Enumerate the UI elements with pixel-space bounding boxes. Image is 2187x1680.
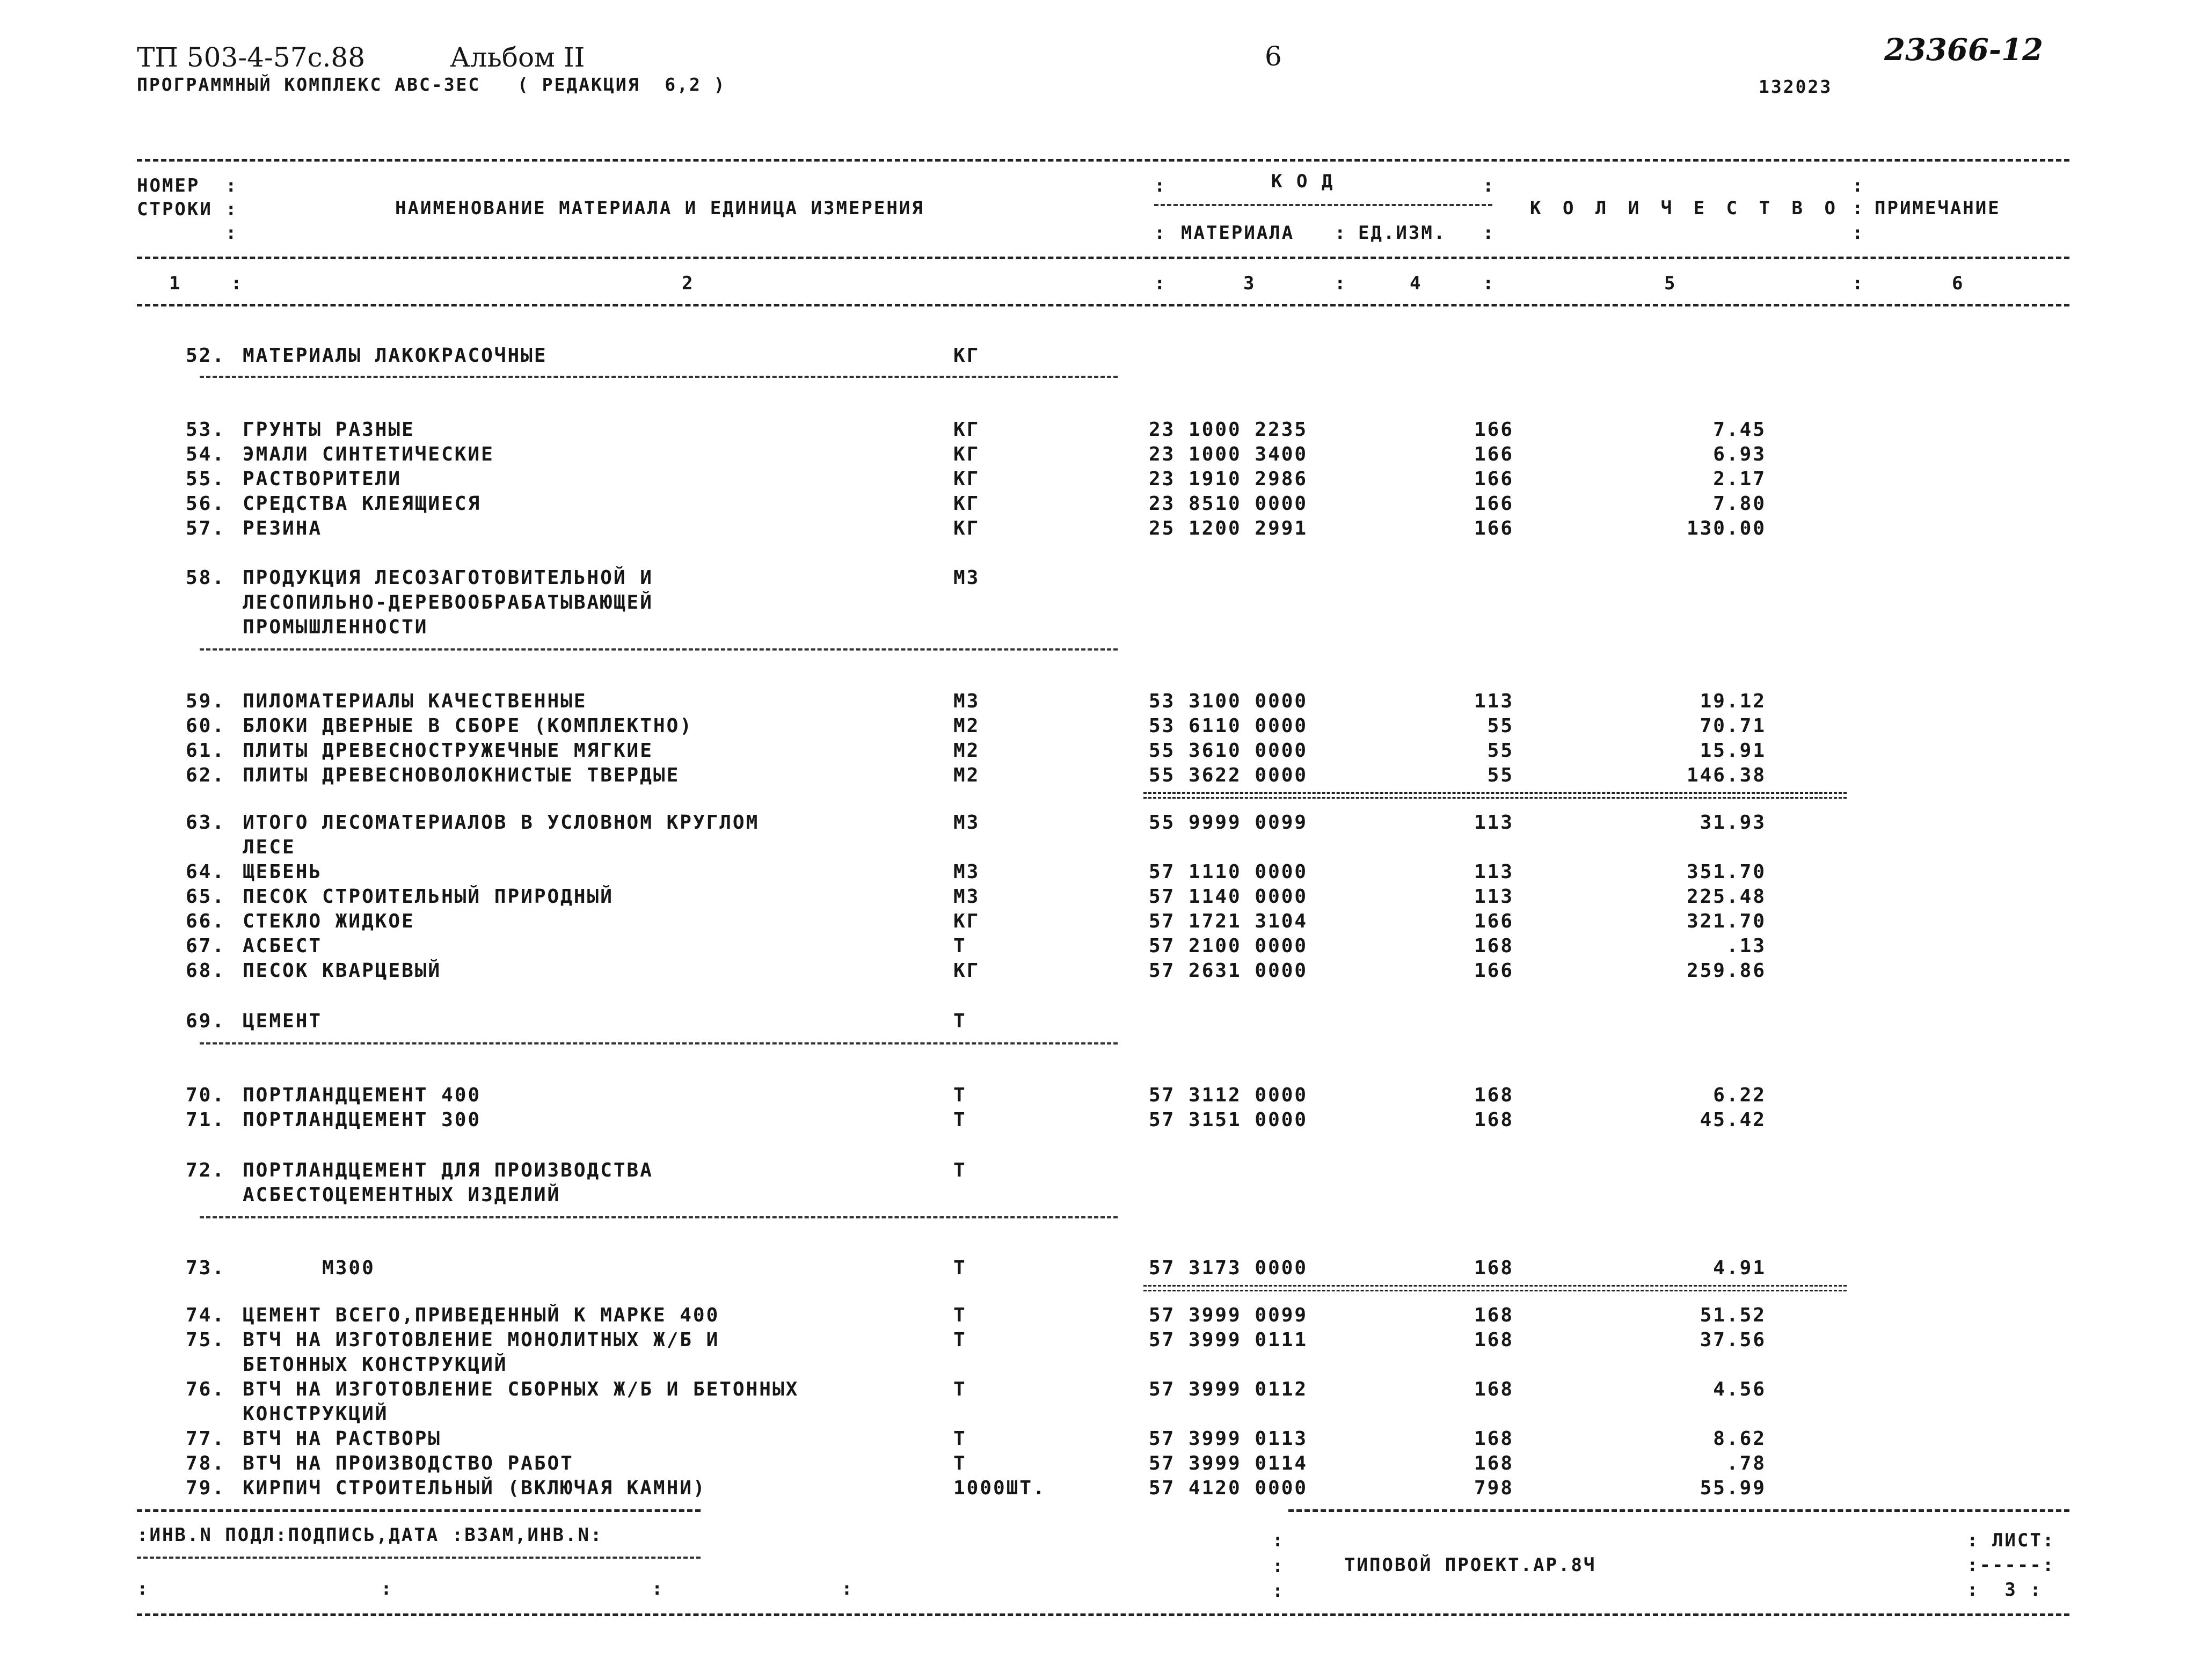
row-unit: Т	[953, 1010, 967, 1032]
row-name: ПЕСОК КВАРЦЕВЫЙ	[243, 960, 442, 982]
row-quantity: 51.52	[1700, 1304, 1766, 1326]
stamp-sep: :	[1272, 1580, 1285, 1602]
row-unit: М3	[953, 861, 980, 883]
row-name: ИТОГО ЛЕСОМАТЕРИАЛОВ В УСЛОВНОМ КРУГЛОМ	[243, 812, 760, 834]
col-sep: :	[1335, 273, 1347, 294]
row-name-line-2: ЛЕСЕ	[243, 836, 296, 858]
row-unit: КГ	[953, 960, 980, 982]
row-number: 64.	[185, 861, 225, 883]
table-row	[0, 1452, 2187, 1477]
row-material-code: 57 2631 0000	[1149, 960, 1308, 982]
col-index-6: 6	[1952, 273, 1965, 294]
row-number: 71.	[185, 1109, 225, 1131]
table-row	[0, 1010, 2187, 1035]
row-quantity: 55.99	[1700, 1477, 1766, 1499]
table-row	[0, 910, 2187, 935]
row-material-code: 55 3622 0000	[1149, 764, 1308, 786]
header-bottom-rule	[137, 304, 2069, 306]
row-number: 79.	[185, 1477, 225, 1499]
row-unit: М2	[953, 740, 980, 762]
col-sep: :	[231, 273, 244, 294]
row-unit: М3	[953, 812, 980, 834]
row-unit: Т	[953, 1159, 967, 1181]
row-material-code: 57 3999 0099	[1149, 1304, 1308, 1326]
row-material-code: 57 3999 0112	[1149, 1378, 1308, 1400]
row-unit: Т	[953, 1257, 967, 1279]
row-unit: М3	[953, 567, 980, 589]
row-unit-code: 113	[1474, 690, 1514, 712]
row-quantity: 6.93	[1713, 443, 1766, 465]
table-row-continuation	[0, 1354, 2187, 1378]
row-unit-code: 55	[1487, 764, 1514, 786]
col-number-label: НОМЕР	[137, 175, 200, 196]
row-unit-code: 113	[1474, 861, 1514, 883]
footer-top-rule-left	[137, 1509, 701, 1512]
row-number: 59.	[185, 690, 225, 712]
row-unit: М3	[953, 886, 980, 908]
archive-stamp: 23366-12	[1884, 32, 2043, 68]
col-sep: :	[1154, 175, 1167, 196]
sheet-separator: :-----:	[1967, 1554, 2055, 1576]
col-index-1: 1	[169, 273, 182, 294]
table-row	[0, 493, 2187, 517]
table-row	[0, 1084, 2187, 1109]
row-unit-code: 168	[1474, 1329, 1514, 1351]
row-quantity: 146.38	[1686, 764, 1766, 786]
row-unit: КГ	[953, 517, 980, 539]
group-rule	[200, 1042, 1118, 1044]
table-row	[0, 960, 2187, 984]
row-name: ЩЕБЕНЬ	[243, 861, 323, 883]
row-unit: КГ	[953, 443, 980, 465]
col-sep: :	[225, 199, 238, 220]
row-number: 58.	[185, 567, 225, 589]
col-index-4: 4	[1410, 273, 1423, 294]
col-code-material-label: МАТЕРИАЛА	[1181, 222, 1295, 244]
col-code-label: К О Д	[1271, 171, 1335, 192]
row-unit: Т	[953, 1428, 967, 1450]
row-unit-code: 168	[1474, 1109, 1514, 1131]
col-note-label: ПРИМЕЧАНИЕ	[1875, 198, 2001, 219]
row-quantity: 7.80	[1713, 493, 1766, 515]
row-number: 73.	[185, 1257, 225, 1279]
row-unit-code: 798	[1474, 1477, 1514, 1499]
row-number: 63.	[185, 812, 225, 834]
row-material-code: 57 3151 0000	[1149, 1109, 1308, 1131]
row-number: 54.	[185, 443, 225, 465]
code-sub-rule	[1154, 204, 1492, 206]
footer-bottom-rule	[137, 1613, 2069, 1616]
col-quantity-label: К О Л И Ч Е С Т В О	[1530, 198, 1841, 219]
album-label: Альбом II	[450, 42, 585, 73]
table-row-continuation	[0, 591, 2187, 616]
col-sep: :	[1483, 175, 1496, 196]
row-unit-code: 166	[1474, 493, 1514, 515]
row-number: 57.	[185, 517, 225, 539]
stamp-sep: :	[1272, 1555, 1285, 1577]
sheet-number: : 3 :	[1967, 1579, 2043, 1601]
row-name: ПЛИТЫ ДРЕВЕСНОСТРУЖЕЧНЫЕ МЯГКИЕ	[243, 740, 653, 762]
row-unit-code: 166	[1474, 517, 1514, 539]
col-sep: :	[1483, 273, 1496, 294]
table-row	[0, 1329, 2187, 1354]
row-unit-code: 168	[1474, 1304, 1514, 1326]
col-sep: :	[1154, 273, 1167, 294]
row-number: 62.	[185, 764, 225, 786]
row-number: 66.	[185, 910, 225, 932]
row-name-line-2: БЕТОННЫХ КОНСТРУКЦИЙ	[243, 1354, 508, 1376]
row-material-code: 23 8510 0000	[1149, 493, 1308, 515]
row-unit-code: 168	[1474, 1428, 1514, 1450]
row-unit: Т	[953, 1109, 967, 1131]
row-number: 76.	[185, 1378, 225, 1400]
col-number-label-2: СТРОКИ	[137, 199, 213, 220]
row-quantity: 8.62	[1713, 1428, 1766, 1450]
row-unit-code: 113	[1474, 886, 1514, 908]
project-title: ТИПОВОЙ ПРОЕКТ.АР.8Ч	[1344, 1554, 1596, 1576]
col-sep: :	[1483, 222, 1496, 244]
col-sep: :	[1335, 222, 1347, 244]
row-name: ПОРТЛАНДЦЕМЕНТ 300	[243, 1109, 482, 1131]
row-name-line-2: КОНСТРУКЦИЙ	[243, 1403, 389, 1425]
row-material-code: 57 3999 0114	[1149, 1452, 1308, 1474]
table-row	[0, 740, 2187, 764]
row-unit: КГ	[953, 493, 980, 515]
sheet-label: : ЛИСТ:	[1967, 1530, 2055, 1551]
row-name: СТЕКЛО ЖИДКОЕ	[243, 910, 415, 932]
row-unit-code: 168	[1474, 1378, 1514, 1400]
row-material-code: 23 1910 2986	[1149, 468, 1308, 490]
table-row	[0, 468, 2187, 493]
row-quantity: 225.48	[1686, 886, 1766, 908]
table-row	[0, 567, 2187, 591]
header-mid-rule	[137, 257, 2069, 259]
row-name: ВТЧ НА РАСТВОРЫ	[243, 1428, 442, 1450]
row-quantity: 351.70	[1686, 861, 1766, 883]
row-name: КИРПИЧ СТРОИТЕЛЬНЫЙ (ВКЛЮЧАЯ КАМНИ)	[243, 1477, 706, 1499]
stamp-mid-rule	[137, 1557, 701, 1559]
row-number: 67.	[185, 935, 225, 957]
row-unit: КГ	[953, 345, 980, 367]
table-row	[0, 715, 2187, 740]
col-name-label: НАИМЕНОВАНИЕ МАТЕРИАЛА И ЕДИНИЦА ИЗМЕРЕНИЯ	[395, 198, 924, 219]
table-row	[0, 764, 2187, 789]
row-name: ПОРТЛАНДЦЕМЕНТ 400	[243, 1084, 482, 1106]
document-code: ТП 503-4-57с.88	[137, 42, 366, 73]
table-row	[0, 690, 2187, 715]
group-rule	[200, 376, 1118, 378]
row-name: ПЕСОК СТРОИТЕЛЬНЫЙ ПРИРОДНЫЙ	[243, 886, 614, 908]
row-name: РЕЗИНА	[243, 517, 323, 539]
row-material-code: 23 1000 3400	[1149, 443, 1308, 465]
table-row	[0, 1378, 2187, 1403]
col-sep: :	[225, 222, 238, 244]
row-name: ВТЧ НА ИЗГОТОВЛЕНИЕ МОНОЛИТНЫХ Ж/Б И	[243, 1329, 720, 1351]
table-row	[0, 812, 2187, 836]
col-sep: :	[1852, 273, 1865, 294]
table-row	[0, 935, 2187, 960]
col-sep: :	[1852, 222, 1865, 244]
row-unit-code: 168	[1474, 935, 1514, 957]
row-quantity: 15.91	[1700, 740, 1766, 762]
row-name: ПРОДУКЦИЯ ЛЕСОЗАГОТОВИТЕЛЬНОЙ И	[243, 567, 653, 589]
row-name: ПОРТЛАНДЦЕМЕНТ ДЛЯ ПРОИЗВОДСТВА	[243, 1159, 653, 1181]
row-number: 68.	[185, 960, 225, 982]
row-quantity: 7.45	[1713, 419, 1766, 441]
row-quantity: 4.56	[1713, 1378, 1766, 1400]
row-number: 61.	[185, 740, 225, 762]
row-unit-code: 166	[1474, 910, 1514, 932]
code-number: 132023	[1759, 76, 1833, 97]
row-quantity: .13	[1726, 935, 1766, 957]
row-number: 65.	[185, 886, 225, 908]
total-rule	[1143, 1285, 1847, 1291]
row-unit-code: 168	[1474, 1257, 1514, 1279]
row-unit-code: 113	[1474, 812, 1514, 834]
row-name: М300	[243, 1257, 375, 1279]
program-line: ПРОГРАММНЫЙ КОМПЛЕКС АВС-3ЕС ( РЕДАКЦИЯ 6,2 )	[137, 74, 726, 95]
row-name: БЛОКИ ДВЕРНЫЕ В СБОРЕ (КОМПЛЕКТНО)	[243, 715, 693, 737]
row-quantity: 6.22	[1713, 1084, 1766, 1106]
row-unit-code: 166	[1474, 468, 1514, 490]
row-unit: Т	[953, 935, 967, 957]
table-row	[0, 443, 2187, 468]
row-quantity: 45.42	[1700, 1109, 1766, 1131]
table-row-continuation	[0, 616, 2187, 641]
row-material-code: 55 9999 0099	[1149, 812, 1308, 834]
row-number: 55.	[185, 468, 225, 490]
footer-top-rule-right	[1288, 1509, 2069, 1512]
row-number: 75.	[185, 1329, 225, 1351]
row-unit-code: 166	[1474, 419, 1514, 441]
col-sep: :	[1154, 222, 1167, 244]
row-material-code: 23 1000 2235	[1149, 419, 1308, 441]
row-unit: Т	[953, 1378, 967, 1400]
row-unit-code: 55	[1487, 715, 1514, 737]
page-number: 6	[1265, 41, 1282, 72]
row-number: 60.	[185, 715, 225, 737]
row-number: 69.	[185, 1010, 225, 1032]
stamp-cells: : : : :	[137, 1578, 869, 1599]
row-unit-code: 166	[1474, 960, 1514, 982]
row-material-code: 57 3112 0000	[1149, 1084, 1308, 1106]
row-number: 56.	[185, 493, 225, 515]
row-name-line-3: ПРОМЫШЛЕННОСТИ	[243, 616, 428, 638]
table-row-continuation	[0, 1184, 2187, 1209]
row-unit-code: 166	[1474, 443, 1514, 465]
row-material-code: 53 6110 0000	[1149, 715, 1308, 737]
col-sep: :	[1852, 198, 1865, 219]
row-number: 74.	[185, 1304, 225, 1326]
row-material-code: 57 3999 0113	[1149, 1428, 1308, 1450]
group-rule	[200, 1216, 1118, 1218]
row-name: МАТЕРИАЛЫ ЛАКОКРАСОЧНЫЕ	[243, 345, 548, 367]
row-material-code: 57 1110 0000	[1149, 861, 1308, 883]
row-quantity: 321.70	[1686, 910, 1766, 932]
row-name: ГРУНТЫ РАЗНЫЕ	[243, 419, 415, 441]
row-material-code: 57 1140 0000	[1149, 886, 1308, 908]
group-rule	[200, 648, 1118, 651]
table-row-continuation	[0, 1403, 2187, 1428]
row-material-code: 57 2100 0000	[1149, 935, 1308, 957]
row-name-line-2: ЛЕСОПИЛЬНО-ДЕРЕВООБРАБАТЫВАЮЩЕЙ	[243, 591, 653, 613]
table-row	[0, 517, 2187, 542]
row-number: 72.	[185, 1159, 225, 1181]
table-row	[0, 1428, 2187, 1452]
row-material-code: 55 3610 0000	[1149, 740, 1308, 762]
header-top-rule	[137, 159, 2069, 162]
row-unit: 1000ШТ.	[953, 1477, 1046, 1499]
row-quantity: 259.86	[1686, 960, 1766, 982]
row-quantity: 130.00	[1686, 517, 1766, 539]
row-name: ЦЕМЕНТ ВСЕГО,ПРИВЕДЕННЫЙ К МАРКЕ 400	[243, 1304, 720, 1326]
col-index-3: 3	[1243, 273, 1256, 294]
row-unit: М2	[953, 764, 980, 786]
row-number: 78.	[185, 1452, 225, 1474]
col-sep: :	[1852, 175, 1865, 196]
row-name: АСБЕСТ	[243, 935, 323, 957]
row-unit: КГ	[953, 419, 980, 441]
row-quantity: 37.56	[1700, 1329, 1766, 1351]
row-unit: М2	[953, 715, 980, 737]
row-name: ВТЧ НА ИЗГОТОВЛЕНИЕ СБОРНЫХ Ж/Б И БЕТОННЫХ	[243, 1378, 799, 1400]
row-unit: Т	[953, 1452, 967, 1474]
row-number: 77.	[185, 1428, 225, 1450]
table-row	[0, 861, 2187, 886]
row-name: ЭМАЛИ СИНТЕТИЧЕСКИЕ	[243, 443, 494, 465]
row-name: ВТЧ НА ПРОИЗВОДСТВО РАБОТ	[243, 1452, 574, 1474]
col-index-2: 2	[682, 273, 695, 294]
col-code-unit-label: ЕД.ИЗМ.	[1358, 222, 1447, 244]
row-unit: М3	[953, 690, 980, 712]
row-material-code: 57 4120 0000	[1149, 1477, 1308, 1499]
table-row	[0, 1159, 2187, 1184]
row-unit: КГ	[953, 468, 980, 490]
row-quantity: 19.12	[1700, 690, 1766, 712]
row-quantity: 70.71	[1700, 715, 1766, 737]
row-unit: КГ	[953, 910, 980, 932]
table-row	[0, 345, 2187, 369]
row-material-code: 25 1200 2991	[1149, 517, 1308, 539]
table-row	[0, 1109, 2187, 1134]
row-material-code: 53 3100 0000	[1149, 690, 1308, 712]
row-number: 53.	[185, 419, 225, 441]
total-rule	[1143, 792, 1847, 799]
row-quantity: .78	[1726, 1452, 1766, 1474]
row-quantity: 4.91	[1713, 1257, 1766, 1279]
table-row	[0, 1477, 2187, 1502]
table-row-continuation	[0, 836, 2187, 861]
table-row	[0, 1304, 2187, 1329]
stamp-fields: :ИНВ.N ПОДЛ:ПОДПИСЬ,ДАТА :ВЗАМ,ИНВ.N:	[137, 1524, 603, 1546]
row-unit-code: 55	[1487, 740, 1514, 762]
row-material-code: 57 1721 3104	[1149, 910, 1308, 932]
row-quantity: 31.93	[1700, 812, 1766, 834]
row-name: ЦЕМЕНТ	[243, 1010, 323, 1032]
stamp-sep: :	[1272, 1530, 1285, 1551]
row-unit-code: 168	[1474, 1084, 1514, 1106]
row-material-code: 57 3999 0111	[1149, 1329, 1308, 1351]
row-unit: Т	[953, 1329, 967, 1351]
row-number: 70.	[185, 1084, 225, 1106]
row-number: 52.	[185, 345, 225, 367]
row-quantity: 2.17	[1713, 468, 1766, 490]
table-row	[0, 419, 2187, 443]
row-name: РАСТВОРИТЕЛИ	[243, 468, 402, 490]
row-unit-code: 168	[1474, 1452, 1514, 1474]
table-row	[0, 886, 2187, 910]
row-name: ПЛИТЫ ДРЕВЕСНОВОЛОКНИСТЫЕ ТВЕРДЫЕ	[243, 764, 680, 786]
row-unit: Т	[953, 1084, 967, 1106]
row-name: СРЕДСТВА КЛЕЯЩИЕСЯ	[243, 493, 482, 515]
col-index-5: 5	[1664, 273, 1677, 294]
col-sep: :	[225, 175, 238, 196]
row-unit: Т	[953, 1304, 967, 1326]
row-name-line-2: АСБЕСТОЦЕМЕНТНЫХ ИЗДЕЛИЙ	[243, 1184, 561, 1206]
table-row	[0, 1257, 2187, 1282]
row-name: ПИЛОМАТЕРИАЛЫ КАЧЕСТВЕННЫЕ	[243, 690, 587, 712]
row-material-code: 57 3173 0000	[1149, 1257, 1308, 1279]
